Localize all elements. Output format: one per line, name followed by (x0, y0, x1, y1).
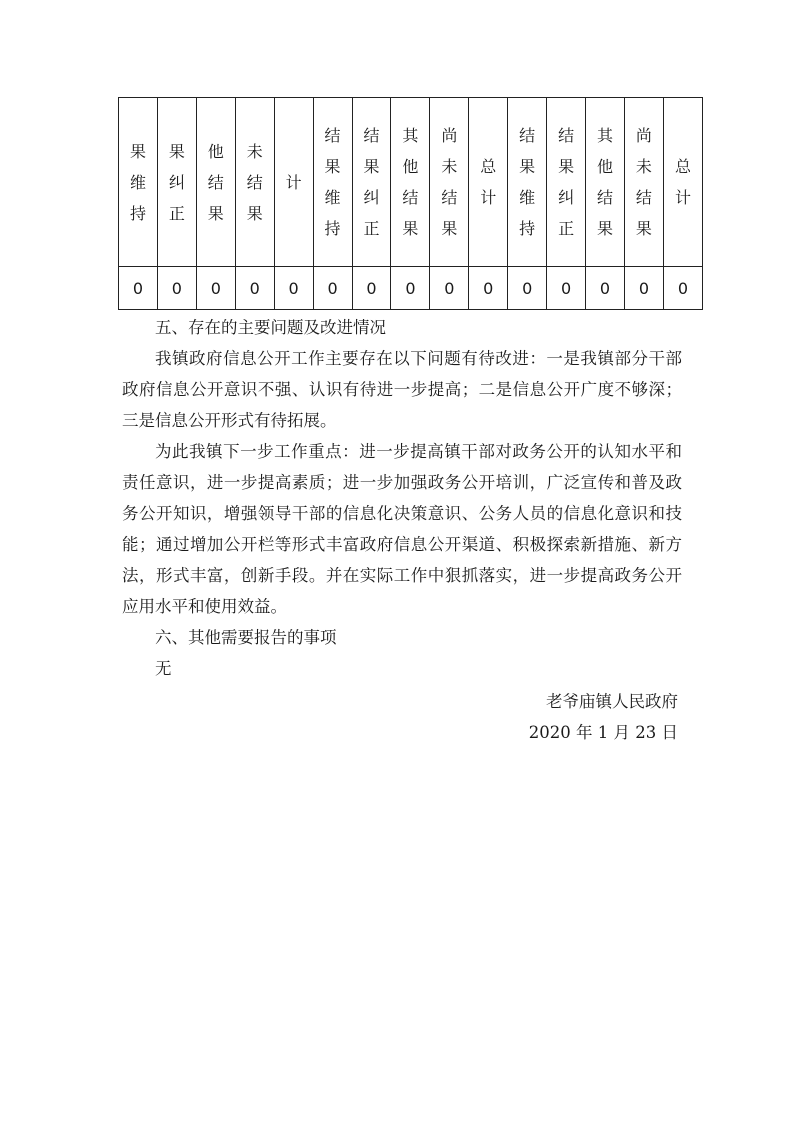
section6-heading: 六、其他需要报告的事项 (155, 628, 337, 647)
value-cell: 0 (624, 267, 663, 310)
section5-paragraph-1: 我镇政府信息公开工作主要存在以下问题有待改进：一是我镇部分干部政府信息公开意识不强、认识有待进一步提高；二是信息公开广度不够深；三是信息公开形式有待拓展。 (122, 349, 682, 430)
value-cell: 0 (586, 267, 625, 310)
signature-block (529, 686, 678, 748)
value-cell: 0 (391, 267, 430, 310)
section6-content: 无 (155, 659, 172, 678)
value-cell: 0 (274, 267, 313, 310)
header-cell: 总计 (663, 98, 702, 267)
header-cell: 计 (274, 98, 313, 267)
value-cell: 0 (469, 267, 508, 310)
stats-table (118, 97, 703, 310)
header-cell: 尚未结果 (430, 98, 469, 267)
header-cell: 结果维持 (313, 98, 352, 267)
value-cell: 0 (196, 267, 235, 310)
header-cell: 其他结果 (586, 98, 625, 267)
value-cell: 0 (547, 267, 586, 310)
report-body (122, 312, 682, 684)
header-cell: 果纠正 (157, 98, 196, 267)
value-cell: 0 (508, 267, 547, 310)
signature-date: 2020 年 1 月 23 日 (528, 723, 678, 742)
header-cell: 结果纠正 (547, 98, 586, 267)
value-cell: 0 (235, 267, 274, 310)
header-cell: 总计 (469, 98, 508, 267)
header-cell: 果维持 (119, 98, 158, 267)
header-cell: 其他结果 (391, 98, 430, 267)
header-cell: 结果维持 (508, 98, 547, 267)
value-cell: 0 (352, 267, 391, 310)
value-cell: 0 (313, 267, 352, 310)
value-cell: 0 (663, 267, 702, 310)
value-cell: 0 (119, 267, 158, 310)
header-cell: 他结果 (196, 98, 235, 267)
table-value-row (119, 267, 703, 310)
header-cell: 未结果 (235, 98, 274, 267)
value-cell: 0 (430, 267, 469, 310)
table-header-row (119, 98, 703, 267)
header-cell: 结果纠正 (352, 98, 391, 267)
signature-org: 老爷庙镇人民政府 (546, 692, 678, 711)
section5-paragraph-2: 为此我镇下一步工作重点：进一步提高镇干部对政务公开的认知水平和责任意识，进一步提高素质；进一步加强政务公开培训，广泛宣传和普及政务公开知识，增强领导干部的信息化决策意识、公务人员的信息化意识和技能；通过增加公开栏等形式丰富政府信息公开渠道、积极探索新措施、新方法，形式丰富，创新手段。并在实际工作中狠抓落实，进一步提高政务公开应用水平和使用效益。 (122, 442, 682, 616)
header-cell: 尚未结果 (624, 98, 663, 267)
value-cell: 0 (157, 267, 196, 310)
section5-heading: 五、存在的主要问题及改进情况 (155, 318, 386, 337)
